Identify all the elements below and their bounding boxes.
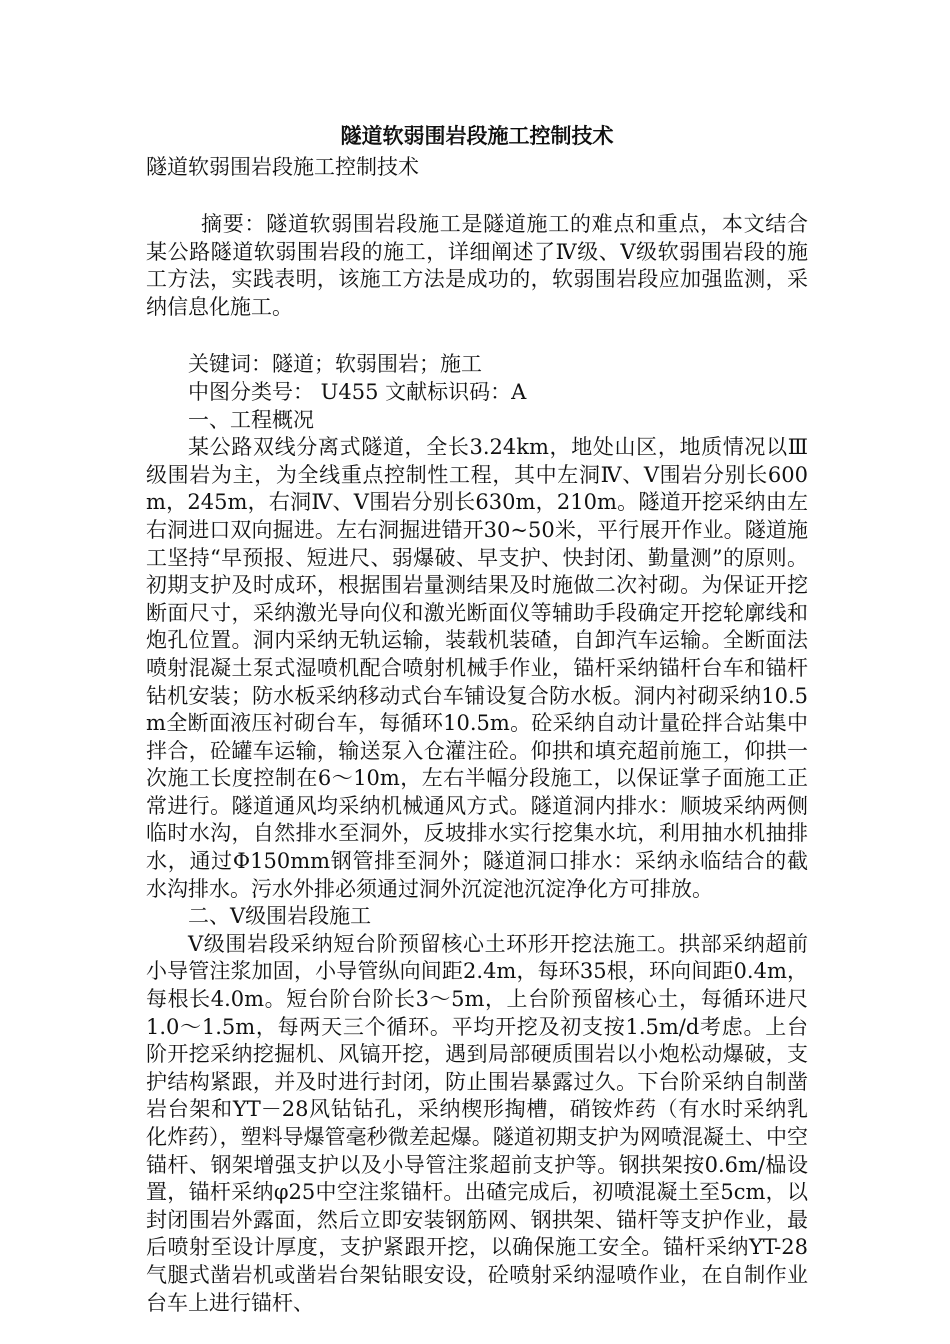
classification-line: 中图分类号： U455 文献标识码：A: [188, 379, 527, 404]
abstract-paragraph: 摘要：隧道软弱围岩段施工是隧道施工的难点和重点，本文结合某公路隧道软弱围岩段的施工，详细阐述了Ⅳ级、Ⅴ级软弱围岩段的施工方法，实践表明，该施工方法是成功的，软弱围岩段应加强监测，采纳信息化施工。: [146, 212, 808, 319]
document-page: [146, 118, 808, 1317]
paragraph-gap: [146, 321, 808, 351]
section-2-body: Ⅴ级围岩段采纳短台阶预留核心土环形开挖法施工。拱部采纳超前小导管注浆加固，小导管纵向间距2.4m，每环35根，环向间距0.4m，每根长4.0m。短台阶台阶长3～5m，上台阶预留核心土，每循环进尺1.0～1.5m，每两天三个循环。平均开挖及初支按1.5m/d考虑。上台阶开挖采纳挖掘机、风镐开挖，遇到局部硬质围岩以小炮松动爆破，支护结构紧跟，并及时进行封闭，防止围岩暴露过久。下台阶采纳自制凿岩台架和YT－28风钻钻孔，采纳楔形掏槽，硝铵炸药（有水时采纳乳化炸药），塑料导爆管毫秒微差起爆。隧道初期支护为网喷混凝土、中空锚杆、钢架增强支护以及小导管注浆超前支护等。钢拱架按0.6m/榀设置，锚杆采纳φ25中空注浆锚杆。出碴完成后，初喷混凝土至5cm，以封闭围岩外露面，然后立即安装钢筋网、钢拱架、锚杆等支护作业，最后喷射至设计厚度，支护紧跟开挖，以确保施工安全。锚杆采纳YT-28气腿式凿岩机或凿岩台架钻眼安设，砼喷射采纳湿喷作业，在自制作业台车上进行锚杆、: [146, 931, 808, 1315]
document-subtitle: 隧道软弱围岩段施工控制技术: [146, 155, 419, 179]
section-2-heading: 二、Ⅴ级围岩段施工: [188, 904, 372, 929]
keywords-line: 关键词：隧道；软弱围岩；施工: [188, 352, 482, 377]
section-1-heading: 一、工程概况: [188, 407, 314, 432]
section-1-body: 某公路双线分离式隧道，全长3.24km，地处山区，地质情况以Ⅲ级围岩为主，为全线重点控制性工程，其中左洞Ⅳ、Ⅴ围岩分别长600m，245m，右洞Ⅳ、Ⅴ围岩分别长630m，210m。隧道开挖采纳由左右洞进口双向掘进。左右洞掘进错开30~50米，平行展开作业。隧道施工坚持“早预报、短进尺、弱爆破、早支护、快封闭、勤量测”的原则。初期支护及时成环，根据围岩量测结果及时施做二次衬砌。为保证开挖断面尺寸，采纳激光导向仪和激光断面仪等辅助手段确定开挖轮廓线和炮孔位置。洞内采纳无轨运输，装载机装碴，自卸汽车运输。全断面法喷射混凝土泵式湿喷机配合喷射机械手作业，锚杆采纳锚杆台车和锚杆钻机安装；防水板采纳移动式台车铺设复合防水板。洞内衬砌采纳10.5m全断面液压衬砌台车，每循环10.5m。砼采纳自动计量砼拌合站集中拌合，砼罐车运输，输送泵入仓灌注砼。仰拱和填充超前施工，仰拱一次施工长度控制在6～10m，左右半幅分段施工，以保证掌子面施工正常进行。隧道通风均采纳机械通风方式。隧道洞内排水：顺坡采纳两侧临时水沟，自然排水至洞外，反坡排水实行挖集水坑，利用抽水机抽排水，通过Φ150mm钢管排至洞外；隧道洞口排水：采纳永临结合的截水沟排水。污水外排必须通过洞外沉淀池沉淀净化方可排放。: [146, 435, 808, 901]
document-title: 隧道软弱围岩段施工控制技术: [340, 123, 614, 148]
